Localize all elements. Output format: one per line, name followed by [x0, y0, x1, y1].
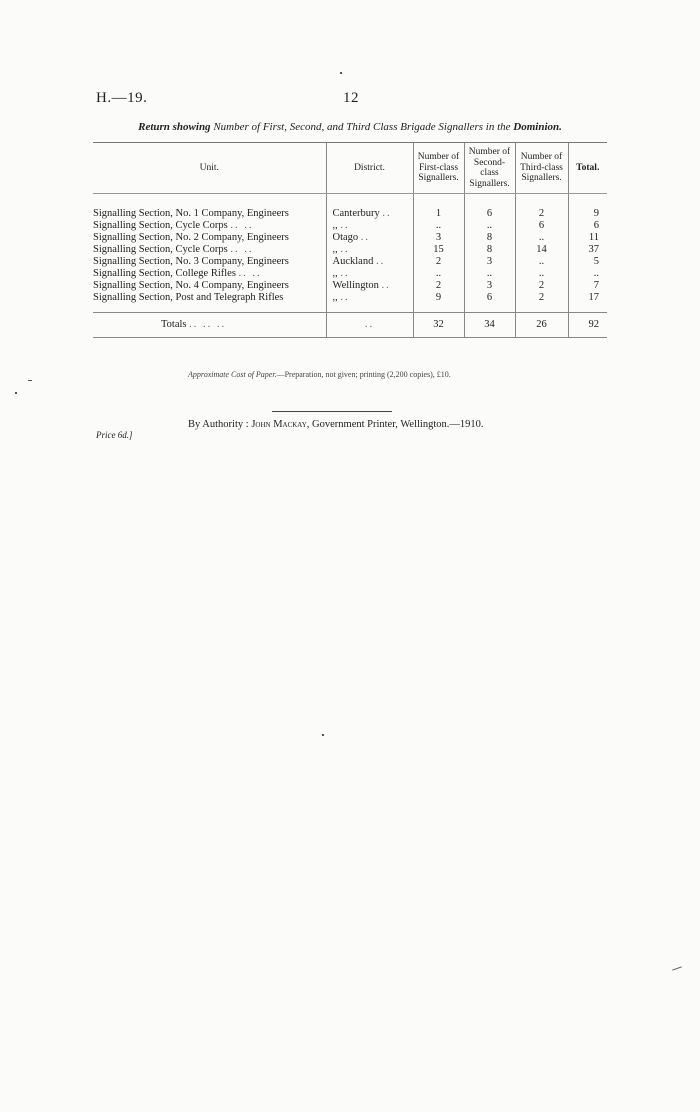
- leader-dots: ..: [382, 208, 392, 219]
- district-cell-text: ,,: [332, 268, 338, 279]
- table-title: [0, 121, 700, 133]
- total-cell: 9: [568, 208, 607, 220]
- cost-text: —Preparation, not given; printing (2,200 copies), £10.: [276, 370, 451, 379]
- table-row: [93, 292, 607, 304]
- unit-cell-text: Signalling Section, No. 2 Company, Engineers: [93, 232, 289, 243]
- third-class-cell: 2: [515, 292, 568, 304]
- district-cell-text: Auckland: [332, 256, 374, 267]
- third-class-cell: ..: [515, 268, 568, 280]
- district-cell-text: Wellington: [332, 280, 379, 291]
- table-row: [93, 232, 607, 244]
- first-class-cell: ..: [413, 268, 464, 280]
- second-class-cell: ..: [464, 220, 515, 232]
- total-cell: 17: [568, 292, 607, 304]
- scan-speck: [28, 380, 32, 381]
- leader-dots: ..: [375, 256, 386, 267]
- col-district: District.: [326, 143, 413, 194]
- unit-cell-text: Signalling Section, No. 4 Company, Engineers: [93, 280, 289, 291]
- third-class-cell: ..: [515, 256, 568, 268]
- leader-dots: .. .. ..: [189, 319, 227, 330]
- signallers-table: [93, 142, 607, 338]
- first-class-cell: 2: [413, 256, 464, 268]
- leader-dots: .. ..: [238, 268, 262, 279]
- leader-dots: ..: [340, 220, 350, 231]
- district-cell: [326, 232, 413, 244]
- unit-cell: [93, 268, 326, 280]
- unit-cell-text: Signalling Section, No. 1 Company, Engineers: [93, 208, 289, 219]
- second-class-cell: 6: [464, 208, 515, 220]
- total-cell: 7: [568, 280, 607, 292]
- document-code: H.—19.: [96, 90, 148, 106]
- totals-district: [326, 313, 413, 338]
- authority-suffix: Government Printer, Wellington.—1910.: [312, 419, 484, 430]
- authority-line: [188, 419, 484, 430]
- unit-cell: [93, 220, 326, 232]
- first-class-cell: 15: [413, 244, 464, 256]
- district-cell: [326, 268, 413, 280]
- total-cell: 6: [568, 220, 607, 232]
- district-cell: [326, 256, 413, 268]
- leader-dots: ..: [381, 280, 391, 291]
- district-cell: [326, 292, 413, 304]
- col-unit: Unit.: [93, 143, 326, 194]
- second-class-cell: 6: [464, 292, 515, 304]
- total-second-class: 34: [464, 313, 515, 338]
- totals-label: [93, 313, 326, 338]
- district-cell-text: ,,: [332, 220, 338, 231]
- page-number: 12: [343, 90, 359, 106]
- unit-cell: [93, 232, 326, 244]
- district-cell: [326, 244, 413, 256]
- header-row: [93, 143, 607, 194]
- first-class-cell: ..: [413, 220, 464, 232]
- table-row: [93, 268, 607, 280]
- unit-cell-text: Signalling Section, College Rifles: [93, 268, 236, 279]
- district-cell-text: Otago: [332, 232, 359, 243]
- district-cell-text: Canterbury: [332, 208, 380, 219]
- total-third-class: 26: [515, 313, 568, 338]
- district-cell-text: ,,: [332, 292, 338, 303]
- table-row: [93, 280, 607, 292]
- cost-note: [188, 370, 451, 379]
- first-class-cell: 1: [413, 208, 464, 220]
- scan-speck: [322, 734, 324, 736]
- total-cell: 5: [568, 256, 607, 268]
- total-cell: 37: [568, 244, 607, 256]
- third-class-cell: ..: [515, 232, 568, 244]
- leader-dots: .. ..: [230, 220, 254, 231]
- col-second-class: Number of Second-class Signallers.: [464, 143, 515, 194]
- table-row: [93, 256, 607, 268]
- leader-dots: ..: [364, 319, 375, 330]
- table-row: [93, 220, 607, 232]
- authority-rule: [272, 411, 392, 412]
- title-tail: Dominion.: [513, 121, 562, 133]
- title-lead: Return showing: [138, 121, 211, 133]
- total-cell: 11: [568, 232, 607, 244]
- grand-total: 92: [568, 313, 607, 338]
- unit-cell: [93, 256, 326, 268]
- second-class-cell: 3: [464, 280, 515, 292]
- second-class-cell: 8: [464, 244, 515, 256]
- unit-cell: [93, 292, 326, 304]
- title-rest: Number of First, Second, and Third Class Brigade Signallers in the: [213, 121, 511, 133]
- total-first-class: 32: [413, 313, 464, 338]
- district-cell: [326, 280, 413, 292]
- price-note: Price 6d.]: [96, 430, 133, 440]
- total-cell: ..: [568, 268, 607, 280]
- cost-label: Approximate Cost of Paper.: [188, 370, 277, 379]
- col-third-class: Number of Third-class Signallers.: [515, 143, 568, 194]
- second-class-cell: ..: [464, 268, 515, 280]
- leader-dots: ..: [340, 244, 350, 255]
- district-cell: [326, 208, 413, 220]
- district-cell: [326, 220, 413, 232]
- col-first-class: Number of First-class Signallers.: [413, 143, 464, 194]
- printer-name: John Mackay,: [251, 419, 310, 430]
- leader-dots: ..: [340, 292, 350, 303]
- unit-cell-text: Signalling Section, Cycle Corps: [93, 244, 228, 255]
- third-class-cell: 6: [515, 220, 568, 232]
- totals-label-text: Totals: [161, 319, 187, 330]
- unit-cell: [93, 280, 326, 292]
- district-cell-text: ,,: [332, 244, 338, 255]
- first-class-cell: 3: [413, 232, 464, 244]
- scan-speck: [15, 392, 17, 394]
- first-class-cell: 2: [413, 280, 464, 292]
- unit-cell-text: Signalling Section, Cycle Corps: [93, 220, 228, 231]
- unit-cell-text: Signalling Section, Post and Telegraph Rifles: [93, 292, 284, 303]
- unit-cell: [93, 208, 326, 220]
- leader-dots: ..: [340, 268, 350, 279]
- scan-speck: [340, 72, 342, 74]
- totals-row: [93, 313, 607, 338]
- leader-dots: .. ..: [230, 244, 254, 255]
- third-class-cell: 2: [515, 208, 568, 220]
- unit-cell-text: Signalling Section, No. 3 Company, Engineers: [93, 256, 289, 267]
- second-class-cell: 3: [464, 256, 515, 268]
- second-class-cell: 8: [464, 232, 515, 244]
- leader-dots: ..: [360, 232, 371, 243]
- authority-prefix: By Authority :: [188, 419, 249, 430]
- col-total: Total.: [568, 143, 607, 194]
- table-row: [93, 244, 607, 256]
- third-class-cell: 2: [515, 280, 568, 292]
- unit-cell: [93, 244, 326, 256]
- first-class-cell: 9: [413, 292, 464, 304]
- scan-speck: [672, 966, 682, 970]
- third-class-cell: 14: [515, 244, 568, 256]
- table-row: [93, 208, 607, 220]
